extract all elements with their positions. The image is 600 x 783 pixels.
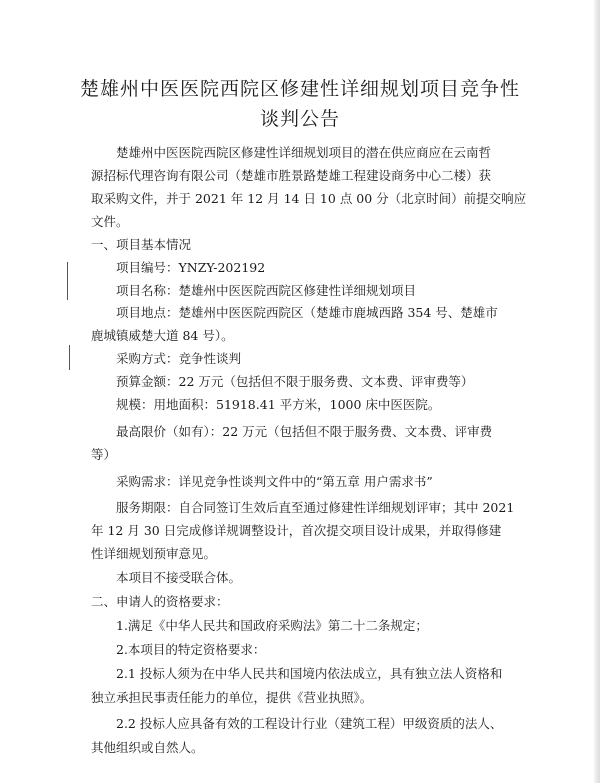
qualification-item: 1.满足《中华人民共和国政府采购法》第二十二条规定；: [116, 618, 428, 633]
procurement-method: 采购方式：竞争性谈判: [116, 351, 242, 366]
budget-amount: 预算金额：22 万元（包括但不限于服务费、文本费、评审费等）: [116, 374, 474, 389]
intro-line: 源招标代理咨询有限公司（楚雄市胜景路楚雄工程建设商务中心二楼）获: [91, 168, 492, 183]
intro-line: 取采购文件，并于 2021 年 12 月 14 日 10 点 00 分（北京时间）前提交响应: [91, 191, 527, 206]
max-price-cont: 等）: [91, 447, 117, 462]
project-number: 项目编号：YNZY-202192: [116, 260, 266, 275]
margin-mark: [69, 345, 70, 370]
qualification-item-cont: 独立承担民事责任能力的单位，提供《营业执照》。: [91, 690, 373, 705]
project-location-cont: 鹿城镇威楚大道 84 号）。: [91, 328, 234, 343]
project-scale: 规模：用地面积：51918.41 平方米，1000 床中医医院。: [116, 397, 441, 412]
procurement-requirement: 采购需求：详见竞争性谈判文件中的“第五章 用户需求书”: [116, 474, 433, 489]
qualification-item: 2.本项目的特定资格要求：: [116, 642, 266, 657]
service-period-cont: 性详细规划预审意见。: [91, 546, 217, 561]
qualification-item: 2.1 投标人须为在中华人民共和国境内依法成立，具有独立法人资格和: [116, 666, 503, 681]
intro-line: 文件。: [91, 214, 129, 229]
no-consortium-note: 本项目不接受联合体。: [116, 570, 242, 585]
max-price: 最高限价（如有）：22 万元（包括但不限于服务费、文本费、评审费: [116, 424, 493, 439]
project-location: 项目地点：楚雄州中医医院西院区（楚雄市鹿城西路 354 号、楚雄市: [116, 305, 498, 320]
intro-line: 楚雄州中医医院西院区修建性详细规划项目的潜在供应商应在云南哲: [116, 145, 492, 160]
margin-mark: [67, 262, 68, 300]
section-heading: 二、申请人的资格要求：: [91, 594, 229, 609]
service-period-cont: 年 12 月 30 日完成修详规调整设计，首次提交项目设计成果，并取得修建: [91, 523, 502, 538]
project-name: 项目名称：楚雄州中医医院西院区修建性详细规划项目: [116, 283, 417, 298]
service-period: 服务期限：自合同签订生效后直至通过修建性详细规划评审；其中 2021: [116, 500, 515, 515]
section-heading: 一、项目基本情况: [91, 237, 192, 252]
document-title-line-2: 谈判公告: [259, 108, 340, 130]
qualification-item-cont: 其他组织或自然人。: [91, 740, 204, 755]
qualification-item: 2.2 投标人应具备有效的工程设计行业（建筑工程）甲级资质的法人、: [116, 716, 503, 731]
document-title-line-1: 楚雄州中医医院西院区修建性详细规划项目竞争性: [79, 78, 520, 100]
